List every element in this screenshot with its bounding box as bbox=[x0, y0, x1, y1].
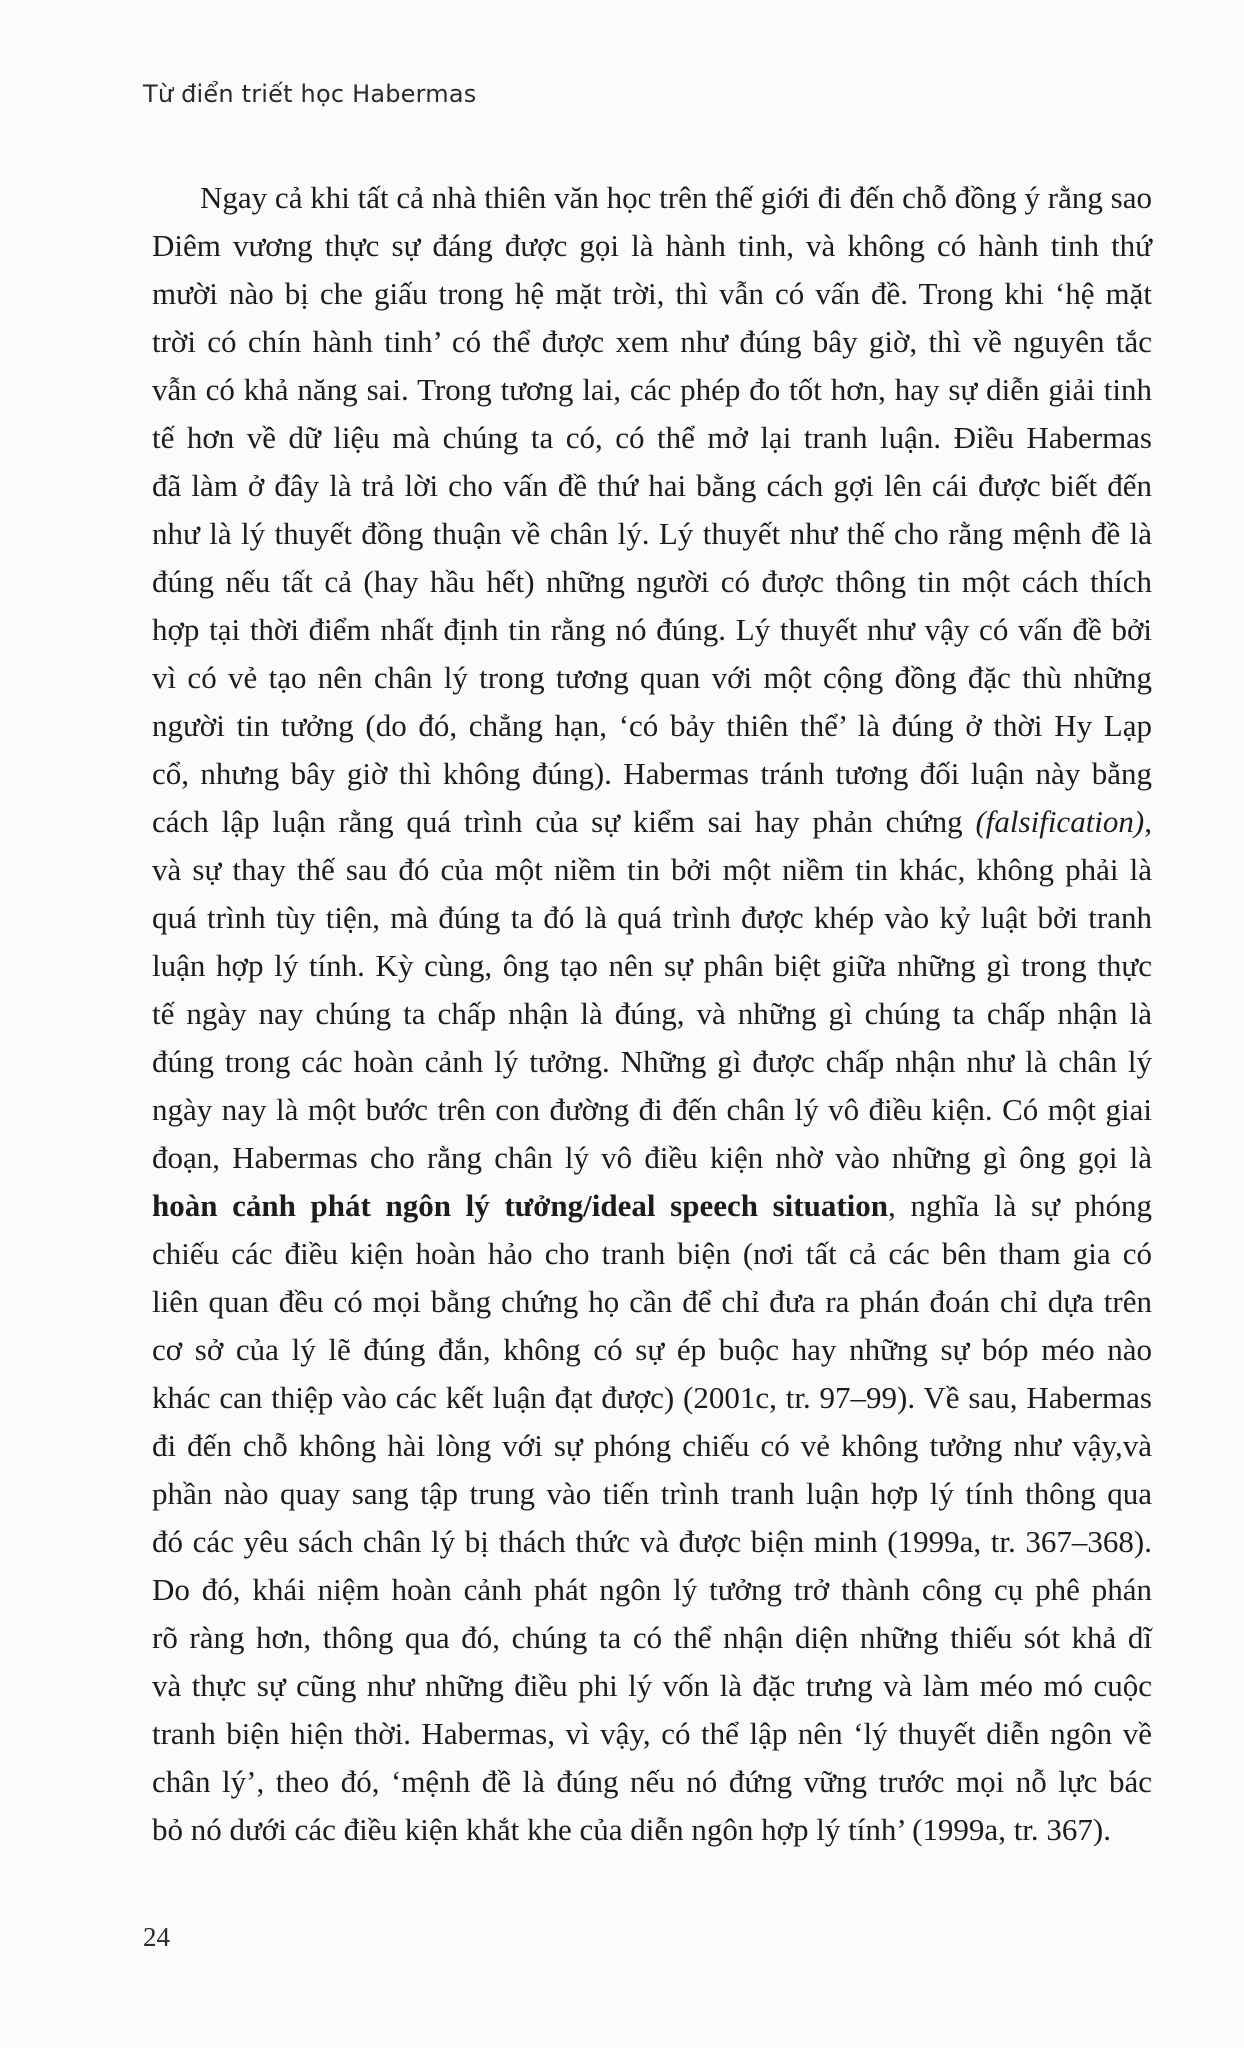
page-number: 24 bbox=[143, 1922, 170, 1952]
body-paragraph bbox=[152, 174, 1152, 1854]
text-line: mười nào bị che giấu trong hệ mặt trời, thì vẫn có vấn đề. Trong khi ‘hệ mặt bbox=[152, 276, 1152, 311]
bold-term: hoàn cảnh phát ngôn lý tưởng/ideal speech situation bbox=[152, 1188, 889, 1223]
text-line: chân lý’, theo đó, ‘mệnh đề là đúng nếu nó đứng vững trước mọi nỗ lực bác bbox=[152, 1764, 1152, 1799]
running-head: Từ điển triết học Habermas bbox=[143, 80, 477, 108]
text-line: đúng nếu tất cả (hay hầu hết) những người có được thông tin một cách thích bbox=[152, 564, 1152, 599]
text-line: Diêm vương thực sự đáng được gọi là hành tinh, và không có hành tinh thứ bbox=[152, 228, 1152, 263]
text-line: luận hợp lý tính. Kỳ cùng, ông tạo nên sự phân biệt giữa những gì trong thực bbox=[152, 948, 1152, 983]
text-line: cơ sở của lý lẽ đúng đắn, không có sự ép buộc hay những sự bóp méo nào bbox=[152, 1332, 1152, 1367]
text-line: tế ngày nay chúng ta chấp nhận là đúng, và những gì chúng ta chấp nhận là bbox=[152, 996, 1152, 1031]
text-line: phần nào quay sang tập trung vào tiến trình tranh luận hợp lý tính thông qua bbox=[152, 1476, 1152, 1511]
text-line: Do đó, khái niệm hoàn cảnh phát ngôn lý tưởng trở thành công cụ phê phán bbox=[152, 1572, 1152, 1607]
text-line: tế hơn về dữ liệu mà chúng ta có, có thể mở lại tranh luận. Điều Habermas bbox=[152, 420, 1152, 455]
text-line: đoạn, Habermas cho rằng chân lý vô điều kiện nhờ vào những gì ông gọi là bbox=[152, 1140, 1152, 1175]
text-line: và sự thay thế sau đó của một niềm tin bởi một niềm tin khác, không phải là bbox=[152, 852, 1152, 887]
text-line: như là lý thuyết đồng thuận về chân lý. Lý thuyết như thế cho rằng mệnh đề là bbox=[152, 516, 1152, 551]
text-line: đó các yêu sách chân lý bị thách thức và được biện minh (1999a, tr. 367–368). bbox=[152, 1524, 1152, 1559]
text-line: trời có chín hành tinh’ có thể được xem như đúng bây giờ, thì về nguyên tắc bbox=[152, 324, 1152, 359]
text-line: đúng trong các hoàn cảnh lý tưởng. Những gì được chấp nhận như là chân lý bbox=[152, 1044, 1152, 1079]
text-line: rõ ràng hơn, thông qua đó, chúng ta có thể nhận diện những thiếu sót khả dĩ bbox=[152, 1620, 1152, 1655]
text-line: đã làm ở đây là trả lời cho vấn đề thứ hai bằng cách gợi lên cái được biết đến bbox=[152, 468, 1152, 503]
text-line: Ngay cả khi tất cả nhà thiên văn học trên thế giới đi đến chỗ đồng ý rằng sao bbox=[200, 180, 1152, 215]
text-line bbox=[152, 798, 1152, 846]
text-segment: , nghĩa là sự phóng bbox=[888, 1188, 1152, 1223]
text-line: và thực sự cũng như những điều phi lý vốn là đặc trưng và làm méo mó cuộc bbox=[152, 1668, 1152, 1703]
text-segment: cách lập luận rằng quá trình của sự kiểm sai hay phản chứng bbox=[152, 804, 963, 839]
text-line: đi đến chỗ không hài lòng với sự phóng chiếu có vẻ không tưởng như vậy,và bbox=[152, 1428, 1152, 1463]
text-line bbox=[152, 1182, 1152, 1230]
italic-term: (falsification), bbox=[975, 804, 1152, 839]
text-line: vẫn có khả năng sai. Trong tương lai, các phép đo tốt hơn, hay sự diễn giải tinh bbox=[152, 372, 1152, 407]
text-line: cổ, nhưng bây giờ thì không đúng). Habermas tránh tương đối luận này bằng bbox=[152, 756, 1152, 791]
text-line: ngày nay là một bước trên con đường đi đến chân lý vô điều kiện. Có một giai bbox=[152, 1092, 1152, 1127]
text-line: người tin tưởng (do đó, chẳng hạn, ‘có bảy thiên thể’ là đúng ở thời Hy Lạp bbox=[152, 708, 1152, 743]
text-line: hợp tại thời điểm nhất định tin rằng nó đúng. Lý thuyết như vậy có vấn đề bởi bbox=[152, 612, 1152, 647]
text-line: bỏ nó dưới các điều kiện khắt khe của diễn ngôn hợp lý tính’ (1999a, tr. 367). bbox=[152, 1812, 1111, 1847]
text-line: khác can thiệp vào các kết luận đạt được) (2001c, tr. 97–99). Về sau, Habermas bbox=[152, 1380, 1152, 1415]
text-line: vì có vẻ tạo nên chân lý trong tương quan với một cộng đồng đặc thù những bbox=[152, 660, 1152, 695]
text-line: liên quan đều có mọi bằng chứng họ cần để chỉ đưa ra phán đoán chỉ dựa trên bbox=[152, 1284, 1152, 1319]
text-line: quá trình tùy tiện, mà đúng ta đó là quá trình được khép vào kỷ luật bởi tranh bbox=[152, 900, 1152, 935]
text-line: tranh biện hiện thời. Habermas, vì vậy, có thể lập nên ‘lý thuyết diễn ngôn về bbox=[152, 1716, 1152, 1751]
text-line: chiếu các điều kiện hoàn hảo cho tranh biện (nơi tất cả các bên tham gia có bbox=[152, 1236, 1152, 1271]
